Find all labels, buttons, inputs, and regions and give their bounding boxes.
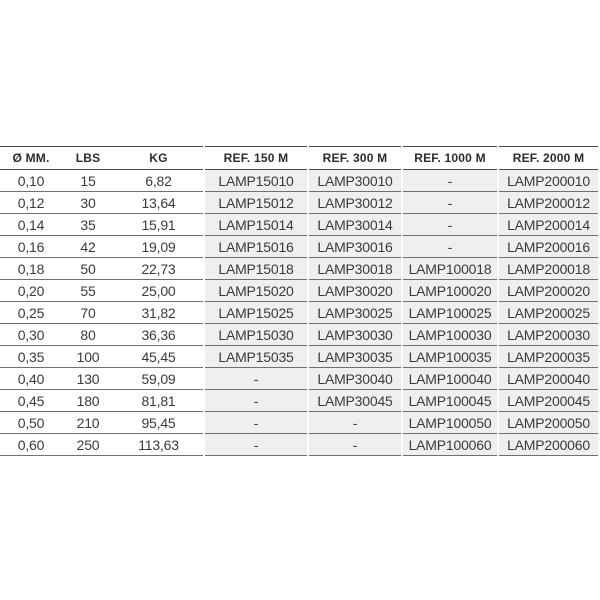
cell-ref-2000: LAMP200018 bbox=[498, 258, 598, 280]
cell-kg: 95,45 bbox=[114, 412, 204, 434]
cell-lbs: 100 bbox=[62, 346, 114, 368]
cell-ref-300: LAMP30018 bbox=[308, 258, 402, 280]
cell-kg: 31,82 bbox=[114, 302, 204, 324]
cell-ref-300: - bbox=[308, 434, 402, 456]
cell-ref-1000: - bbox=[402, 236, 498, 258]
cell-diameter: 0,20 bbox=[0, 280, 62, 302]
table-row bbox=[0, 280, 598, 302]
cell-diameter: 0,60 bbox=[0, 434, 62, 456]
cell-ref-150: LAMP15018 bbox=[204, 258, 308, 280]
cell-lbs: 130 bbox=[62, 368, 114, 390]
cell-lbs: 180 bbox=[62, 390, 114, 412]
cell-ref-1000: LAMP100045 bbox=[402, 390, 498, 412]
cell-ref-150: LAMP15010 bbox=[204, 170, 308, 192]
cell-ref-300: LAMP30045 bbox=[308, 390, 402, 412]
cell-kg: 36,36 bbox=[114, 324, 204, 346]
cell-ref-150: LAMP15035 bbox=[204, 346, 308, 368]
cell-ref-1000: LAMP100020 bbox=[402, 280, 498, 302]
table-row bbox=[0, 236, 598, 258]
cell-lbs: 210 bbox=[62, 412, 114, 434]
cell-ref-2000: LAMP200025 bbox=[498, 302, 598, 324]
cell-ref-2000: LAMP200012 bbox=[498, 192, 598, 214]
cell-diameter: 0,16 bbox=[0, 236, 62, 258]
header-diameter: Ø MM. bbox=[0, 147, 62, 170]
cell-diameter: 0,12 bbox=[0, 192, 62, 214]
cell-kg: 13,64 bbox=[114, 192, 204, 214]
table-row bbox=[0, 324, 598, 346]
cell-kg: 113,63 bbox=[114, 434, 204, 456]
cell-lbs: 35 bbox=[62, 214, 114, 236]
cell-ref-2000: LAMP200020 bbox=[498, 280, 598, 302]
table-row bbox=[0, 346, 598, 368]
cell-ref-1000: LAMP100040 bbox=[402, 368, 498, 390]
cell-ref-300: - bbox=[308, 412, 402, 434]
header-row bbox=[0, 147, 598, 170]
cell-kg: 59,09 bbox=[114, 368, 204, 390]
cell-ref-300: LAMP30016 bbox=[308, 236, 402, 258]
header-ref-2000: REF. 2000 M bbox=[498, 147, 598, 170]
cell-lbs: 50 bbox=[62, 258, 114, 280]
header-ref-300: REF. 300 M bbox=[308, 147, 402, 170]
cell-ref-300: LAMP30025 bbox=[308, 302, 402, 324]
cell-ref-2000: LAMP200010 bbox=[498, 170, 598, 192]
table-row bbox=[0, 302, 598, 324]
cell-ref-150: LAMP15025 bbox=[204, 302, 308, 324]
cell-kg: 25,00 bbox=[114, 280, 204, 302]
cell-ref-1000: - bbox=[402, 214, 498, 236]
cell-lbs: 55 bbox=[62, 280, 114, 302]
cell-ref-150: LAMP15030 bbox=[204, 324, 308, 346]
cell-ref-2000: LAMP200060 bbox=[498, 434, 598, 456]
table-body bbox=[0, 170, 598, 456]
cell-ref-1000: - bbox=[402, 170, 498, 192]
table-row bbox=[0, 368, 598, 390]
table-row bbox=[0, 192, 598, 214]
cell-ref-2000: LAMP200030 bbox=[498, 324, 598, 346]
cell-ref-1000: - bbox=[402, 192, 498, 214]
cell-ref-150: - bbox=[204, 412, 308, 434]
cell-ref-150: LAMP15020 bbox=[204, 280, 308, 302]
table-row bbox=[0, 412, 598, 434]
cell-ref-1000: LAMP100060 bbox=[402, 434, 498, 456]
table-header bbox=[0, 147, 598, 170]
cell-ref-2000: LAMP200014 bbox=[498, 214, 598, 236]
cell-diameter: 0,14 bbox=[0, 214, 62, 236]
table-row bbox=[0, 390, 598, 412]
cell-ref-1000: LAMP100030 bbox=[402, 324, 498, 346]
cell-ref-300: LAMP30040 bbox=[308, 368, 402, 390]
cell-diameter: 0,40 bbox=[0, 368, 62, 390]
cell-lbs: 250 bbox=[62, 434, 114, 456]
spec-table bbox=[0, 146, 598, 456]
cell-ref-2000: LAMP200035 bbox=[498, 346, 598, 368]
cell-ref-150: - bbox=[204, 368, 308, 390]
cell-diameter: 0,25 bbox=[0, 302, 62, 324]
table-row bbox=[0, 434, 598, 456]
cell-ref-300: LAMP30010 bbox=[308, 170, 402, 192]
header-ref-150: REF. 150 M bbox=[204, 147, 308, 170]
table-row bbox=[0, 258, 598, 280]
cell-ref-150: - bbox=[204, 434, 308, 456]
cell-ref-2000: LAMP200050 bbox=[498, 412, 598, 434]
table-row bbox=[0, 214, 598, 236]
cell-diameter: 0,35 bbox=[0, 346, 62, 368]
cell-diameter: 0,50 bbox=[0, 412, 62, 434]
cell-ref-300: LAMP30030 bbox=[308, 324, 402, 346]
cell-ref-150: LAMP15012 bbox=[204, 192, 308, 214]
cell-ref-1000: LAMP100018 bbox=[402, 258, 498, 280]
cell-kg: 19,09 bbox=[114, 236, 204, 258]
cell-lbs: 42 bbox=[62, 236, 114, 258]
cell-ref-300: LAMP30035 bbox=[308, 346, 402, 368]
cell-kg: 45,45 bbox=[114, 346, 204, 368]
cell-ref-150: LAMP15016 bbox=[204, 236, 308, 258]
header-lbs: LBS bbox=[62, 147, 114, 170]
header-kg: KG bbox=[114, 147, 204, 170]
cell-diameter: 0,10 bbox=[0, 170, 62, 192]
cell-kg: 81,81 bbox=[114, 390, 204, 412]
cell-ref-2000: LAMP200045 bbox=[498, 390, 598, 412]
cell-ref-1000: LAMP100025 bbox=[402, 302, 498, 324]
cell-ref-150: - bbox=[204, 390, 308, 412]
cell-ref-1000: LAMP100035 bbox=[402, 346, 498, 368]
cell-ref-300: LAMP30020 bbox=[308, 280, 402, 302]
cell-ref-300: LAMP30014 bbox=[308, 214, 402, 236]
cell-ref-1000: LAMP100050 bbox=[402, 412, 498, 434]
cell-lbs: 30 bbox=[62, 192, 114, 214]
cell-ref-300: LAMP30012 bbox=[308, 192, 402, 214]
cell-lbs: 15 bbox=[62, 170, 114, 192]
cell-diameter: 0,18 bbox=[0, 258, 62, 280]
table-row bbox=[0, 170, 598, 192]
cell-ref-2000: LAMP200016 bbox=[498, 236, 598, 258]
cell-diameter: 0,45 bbox=[0, 390, 62, 412]
header-ref-1000: REF. 1000 M bbox=[402, 147, 498, 170]
cell-lbs: 80 bbox=[62, 324, 114, 346]
cell-ref-150: LAMP15014 bbox=[204, 214, 308, 236]
cell-diameter: 0,30 bbox=[0, 324, 62, 346]
cell-kg: 15,91 bbox=[114, 214, 204, 236]
cell-ref-2000: LAMP200040 bbox=[498, 368, 598, 390]
cell-lbs: 70 bbox=[62, 302, 114, 324]
cell-kg: 22,73 bbox=[114, 258, 204, 280]
cell-kg: 6,82 bbox=[114, 170, 204, 192]
